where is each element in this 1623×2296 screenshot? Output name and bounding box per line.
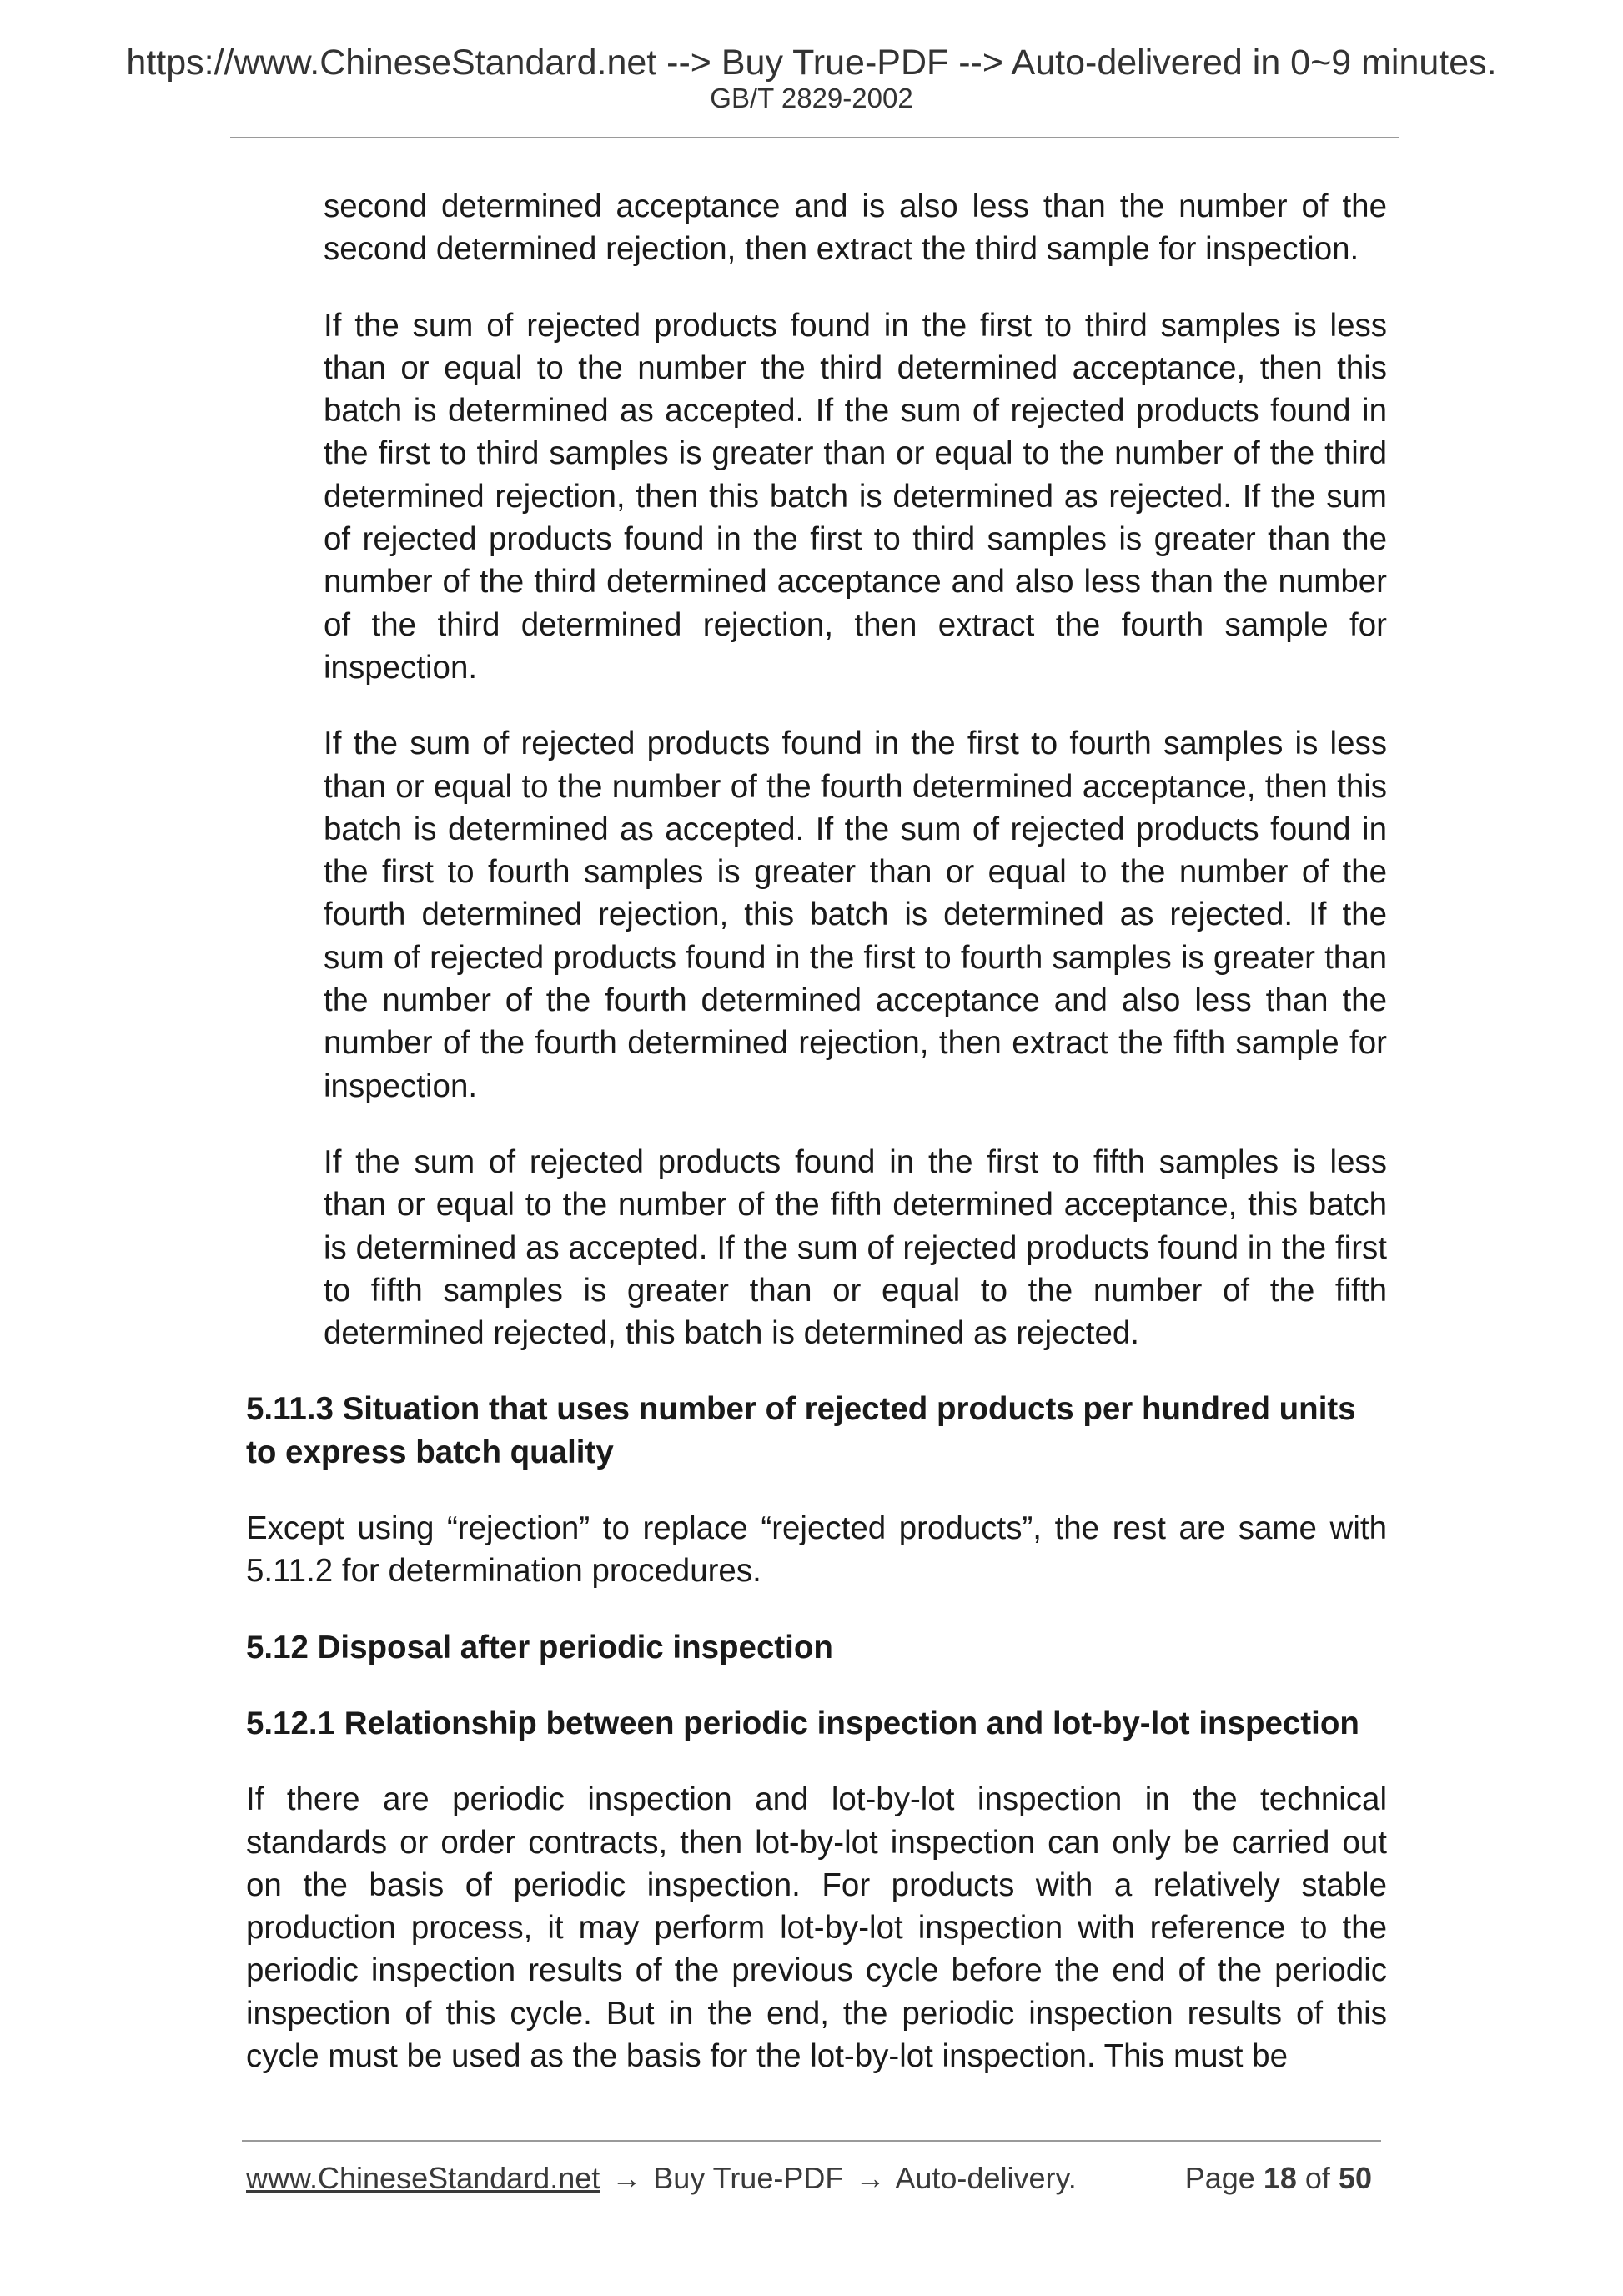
arrow-right-icon: → bbox=[855, 2161, 886, 2195]
site-link[interactable]: www.ChineseStandard.net bbox=[246, 2161, 600, 2195]
header-url-line[interactable]: https://www.ChineseStandard.net --> Buy True-PDF --> Auto-delivered in 0~9 minutes. bbox=[126, 43, 1497, 83]
paragraph-5-12-1: If there are periodic inspection and lot-by-lot inspection in the technical standards or order contracts, then lot-by-lot inspection can only be carried out on the basis of periodic inspection. For products with a relatively stable production process, it may perform lot-by-lot inspection with reference to the periodic inspection results of the previous cycle before the end of the periodic inspection of this cycle. But in the end, the periodic inspection results of this cycle must be used as the basis for the lot-by-lot inspection. This must be bbox=[246, 1781, 1387, 2074]
footer-divider bbox=[242, 2140, 1381, 2142]
paragraph-fifth-samples: If the sum of rejected products found in the first to fifth samples is less than or equal to the number of the fifth determined acceptance, this batch is determined as accepted. If the sum of rejected products found in the first to fifth samples is greater than or equal to the number of the fifth determined rejected, this batch is determined as rejected. bbox=[324, 1143, 1387, 1352]
of-label: of bbox=[1304, 2161, 1330, 2195]
paragraph-fourth-samples: If the sum of rejected products found in the first to fourth samples is less than or equal to the number of the fourth determined acceptance, then this batch is determined as accepted. If the sum of rejected products found in the first to fourth samples is greater than or equal to the number of the fourth determined rejection, this batch is determined as rejected. If the sum of rejected products found in the first to fourth samples is greater than the number of the fourth determined acceptance and also less than the number of the fourth determined rejection, then extract the fifth sample for inspection. bbox=[324, 726, 1387, 1104]
paragraph-continuation: second determined acceptance and is also less than the number of the second determined rejection, then extract the third sample for inspection. bbox=[324, 188, 1387, 268]
page-counter bbox=[1185, 2160, 1372, 2197]
paragraph-5-11-3: Except using “rejection” to replace “rejected products”, the rest are same with 5.11.2 for determination procedures. bbox=[246, 1510, 1387, 1590]
footer-purchase-line bbox=[246, 2160, 1077, 2197]
arrow-right-icon: → bbox=[611, 2161, 642, 2195]
section-heading-5-12-1: 5.12.1 Relationship between periodic inspection and lot-by-lot inspection bbox=[246, 1705, 1359, 1741]
page-number: 18 bbox=[1263, 2161, 1297, 2195]
paragraph-third-samples: If the sum of rejected products found in the first to third samples is less than or equal to the number the third determined acceptance, then this batch is determined as accepted. If the sum of rejected products found in the first to third samples is greater than or equal to the number of the third determined rejection, then this batch is determined as rejected. If the sum of rejected products found in the first to third samples is greater than the number of the third determined acceptance and also less than the number of the third determined rejection, then extract the fourth sample for inspection. bbox=[324, 307, 1387, 686]
page-label: Page bbox=[1184, 2161, 1255, 2195]
buy-true-pdf-text: Buy True-PDF bbox=[653, 2161, 844, 2195]
header-divider bbox=[230, 137, 1399, 138]
section-heading-5-12: 5.12 Disposal after periodic inspection bbox=[246, 1629, 833, 1665]
document-body bbox=[246, 185, 1387, 2111]
auto-delivery-text: Auto-delivery. bbox=[895, 2161, 1077, 2195]
standard-code: GB/T 2829-2002 bbox=[710, 83, 913, 113]
section-heading-5-11-3: 5.11.3 Situation that uses number of rejected products per hundred units to express batch quality bbox=[246, 1391, 1356, 1470]
page-header bbox=[0, 42, 1623, 113]
total-pages: 50 bbox=[1338, 2161, 1372, 2195]
